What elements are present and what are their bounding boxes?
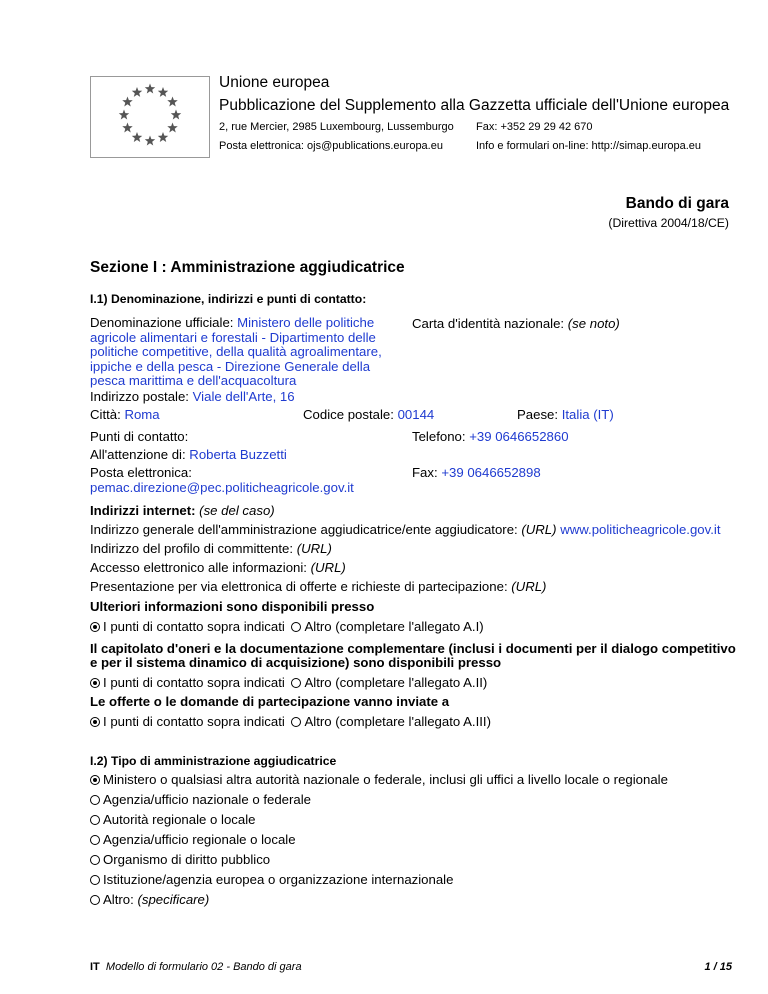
radio-checked-icon[interactable] xyxy=(90,678,100,688)
section-i1-title: I.1) Denominazione, indirizzi e punti di contatto: xyxy=(90,292,367,306)
star-icon xyxy=(119,110,129,120)
star-icon xyxy=(145,84,155,94)
authority-type-label: Altro: xyxy=(103,892,138,907)
further-info-opt2: Altro (completare l'allegato A.I) xyxy=(304,619,484,634)
star-icon xyxy=(167,97,177,107)
specs-opt1: I punti di contatto sopra indicati xyxy=(103,675,285,690)
postal-address xyxy=(90,389,295,404)
postal-address-label: Indirizzo postale: xyxy=(90,389,193,404)
footer-model-text: Modello di formulario 02 - Bando di gara xyxy=(105,961,302,973)
authority-type-option xyxy=(90,812,256,827)
eu-flag-logo xyxy=(90,76,210,158)
official-name-label: Denominazione ufficiale: xyxy=(90,315,238,330)
postal-code-value: 00144 xyxy=(397,407,435,422)
eu-stars-icon xyxy=(91,77,209,157)
radio-unchecked-icon[interactable] xyxy=(291,622,301,632)
document-directive: (Direttiva 2004/18/CE) xyxy=(608,216,729,230)
header-publication: Pubblicazione del Supplemento alla Gazzetta ufficiale dell'Unione europea xyxy=(219,97,730,114)
radio-unchecked-icon[interactable] xyxy=(90,895,100,905)
authority-type-option xyxy=(90,792,311,807)
radio-checked-icon[interactable] xyxy=(90,622,100,632)
further-info-title: Ulteriori informazioni sono disponibili presso xyxy=(90,599,375,614)
electronic-access xyxy=(90,560,346,575)
profile-address-label: Indirizzo del profilo di committente: xyxy=(90,541,297,556)
general-address-note: (URL) xyxy=(521,522,561,537)
authority-type-label: Autorità regionale o locale xyxy=(103,812,256,827)
star-icon xyxy=(132,87,142,97)
telephone-label: Telefono: xyxy=(412,429,470,444)
country-value: Italia (IT) xyxy=(561,407,614,422)
specs-title-line1: Il capitolato d'oneri e la documentazione complementare (inclusi i documenti per il dialogo competitivo xyxy=(90,641,736,656)
header-address: 2, rue Mercier, 2985 Luxembourg, Lussemburgo xyxy=(219,121,454,133)
specs-title-line2: e per il sistema dinamico di acquisizione) sono disponibili presso xyxy=(90,655,502,670)
offers-opt1: I punti di contatto sopra indicati xyxy=(103,714,285,729)
country xyxy=(517,407,614,422)
national-id-note: (se noto) xyxy=(567,316,620,331)
offers-options xyxy=(90,714,491,729)
authority-type-label: Ministero o qualsiasi altra autorità nazionale o federale, inclusi gli uffici a livello locale o regionale xyxy=(103,772,668,787)
radio-unchecked-icon[interactable] xyxy=(90,875,100,885)
internet-title-note: (se del caso) xyxy=(199,503,275,518)
city-label: Città: xyxy=(90,407,125,422)
authority-type-label: Agenzia/ufficio regionale o locale xyxy=(103,832,296,847)
authority-type-option xyxy=(90,852,270,867)
authority-type-option xyxy=(90,872,453,887)
authority-type-option xyxy=(90,892,209,907)
star-icon xyxy=(158,132,168,142)
postal-code-label: Codice postale: xyxy=(303,407,398,422)
section-i2-title: I.2) Tipo di amministrazione aggiudicatrice xyxy=(90,754,337,768)
authority-type-option xyxy=(90,772,668,787)
country-label: Paese: xyxy=(517,407,562,422)
city-value: Roma xyxy=(124,407,160,422)
official-name-value: Ministero delle politiche agricole alimentari e forestali - Dipartimento delle politiche competitive, della qualità agroalimentare, ippiche e della pesca - Direzione Generale della pesca marittima e dell'acquacoltura xyxy=(90,315,382,388)
electronic-access-label: Accesso elettronico alle informazioni: xyxy=(90,560,311,575)
fax-value: +39 0646652898 xyxy=(441,465,541,480)
document-title: Bando di gara xyxy=(625,195,729,212)
star-icon xyxy=(132,132,142,142)
fax xyxy=(412,465,541,480)
authority-type-label: Agenzia/ufficio nazionale o federale xyxy=(103,792,311,807)
offers-opt2: Altro (completare l'allegato A.III) xyxy=(304,714,491,729)
header-email: Posta elettronica: ojs@publications.europa.eu xyxy=(219,140,443,152)
footer-model xyxy=(90,961,302,973)
star-icon xyxy=(158,87,168,97)
postal-address-value: Viale dell'Arte, 16 xyxy=(192,389,295,404)
further-info-opt1: I punti di contatto sopra indicati xyxy=(103,619,285,634)
general-address-label: Indirizzo generale dell'amministrazione aggiudicatrice/ente aggiudicatore: xyxy=(90,522,522,537)
radio-unchecked-icon[interactable] xyxy=(291,717,301,727)
profile-address-note: (URL) xyxy=(296,541,332,556)
fax-label: Fax: xyxy=(412,465,442,480)
header-org: Unione europea xyxy=(219,74,330,91)
header-info: Info e formulari on-line: http://simap.europa.eu xyxy=(476,140,702,152)
star-icon xyxy=(167,123,177,133)
attention-label: All'attenzione di: xyxy=(90,447,190,462)
section-title: Sezione I : Amministrazione aggiudicatrice xyxy=(90,259,405,276)
radio-unchecked-icon[interactable] xyxy=(90,795,100,805)
postal-code xyxy=(303,407,434,422)
electronic-access-note: (URL) xyxy=(310,560,346,575)
footer-lang: IT xyxy=(90,961,100,973)
national-id-label: Carta d'identità nazionale: xyxy=(412,316,568,331)
city xyxy=(90,407,160,422)
official-name xyxy=(90,316,388,389)
star-icon xyxy=(171,110,181,120)
page-number: 1 / 15 xyxy=(704,961,732,973)
general-address-link[interactable]: www.politicheagricole.gov.it xyxy=(560,522,721,537)
radio-checked-icon[interactable] xyxy=(90,775,100,785)
electronic-submission xyxy=(90,579,546,594)
radio-unchecked-icon[interactable] xyxy=(90,855,100,865)
star-icon xyxy=(122,97,132,107)
internet-title-label: Indirizzi internet: xyxy=(90,503,200,518)
contact-points-label: Punti di contatto: xyxy=(90,429,189,444)
header-fax: Fax: +352 29 29 42 670 xyxy=(476,121,593,133)
telephone xyxy=(412,429,569,444)
radio-unchecked-icon[interactable] xyxy=(90,815,100,825)
radio-unchecked-icon[interactable] xyxy=(291,678,301,688)
specs-opt2: Altro (completare l'allegato A.II) xyxy=(304,675,488,690)
offers-title: Le offerte o le domande di partecipazione vanno inviate a xyxy=(90,694,450,709)
electronic-submission-label: Presentazione per via elettronica di offerte e richieste di partecipazione: xyxy=(90,579,512,594)
further-info-options xyxy=(90,619,484,634)
star-icon xyxy=(122,123,132,133)
national-id xyxy=(412,316,620,331)
email-label: Posta elettronica: xyxy=(90,465,192,480)
email-link[interactable]: pemac.direzione@pec.politicheagricole.gov.it xyxy=(90,480,354,495)
radio-unchecked-icon[interactable] xyxy=(90,835,100,845)
general-address xyxy=(90,522,720,537)
profile-address xyxy=(90,541,332,556)
internet-title xyxy=(90,503,275,518)
specs-options xyxy=(90,675,487,690)
electronic-submission-note: (URL) xyxy=(511,579,547,594)
radio-checked-icon[interactable] xyxy=(90,717,100,727)
authority-type-other-note: (specificare) xyxy=(137,892,210,907)
attention-value: Roberta Buzzetti xyxy=(189,447,287,462)
authority-type-option xyxy=(90,832,296,847)
authority-type-label: Organismo di diritto pubblico xyxy=(103,852,271,867)
attention xyxy=(90,447,287,462)
authority-type-label: Istituzione/agenzia europea o organizzazione internazionale xyxy=(103,872,454,887)
telephone-value: +39 0646652860 xyxy=(469,429,569,444)
star-icon xyxy=(145,136,155,146)
